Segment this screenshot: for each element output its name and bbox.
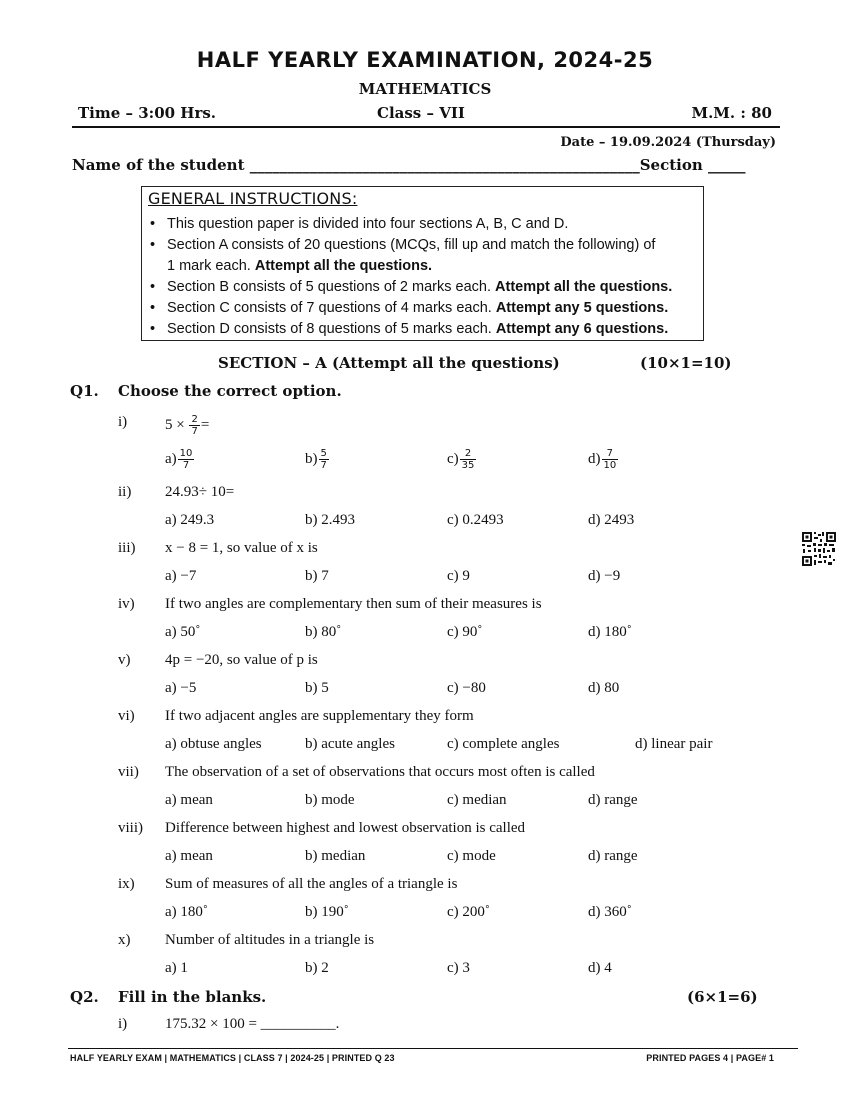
q1-viii-option-b: b) median [305, 848, 366, 864]
instruction-item-continuation: 1 mark each. Attempt all the questions. [167, 258, 433, 274]
q1-vii-option-a: a) mean [165, 792, 213, 808]
instructions-list [148, 214, 672, 340]
q1-x-stem: Number of altitudes in a triangle is [165, 932, 375, 948]
q1-x-option-c: c) 3 [447, 960, 470, 976]
q1-iv-option-c: c) 90˚ [447, 624, 483, 640]
q1-vi-option-d: d) linear pair [635, 736, 713, 752]
q1-vi-option-a: a) obtuse angles [165, 736, 262, 752]
section-label: Section _____ [639, 156, 746, 174]
q1-ii-stem: 24.93÷ 10= [165, 484, 235, 500]
q2-i-roman: i) [118, 1016, 128, 1032]
header-rule [72, 126, 780, 128]
q2-number: Q2. [70, 988, 99, 1006]
q1-iv-option-b: b) 80˚ [305, 624, 342, 640]
bullet-icon: • [150, 237, 156, 253]
q1-vii-roman: vii) [118, 764, 139, 780]
q1-v-option-a: a) −5 [165, 680, 197, 696]
q1-iv-option-a: a) 50˚ [165, 624, 201, 640]
q1-ii-option-b: b) 2.493 [305, 512, 355, 528]
q1-iv-stem: If two angles are complementary then sum of their measures is [165, 596, 542, 612]
q1-iv-option-d: d) 180˚ [588, 624, 632, 640]
q1-i-roman: i) [118, 414, 128, 430]
q1-vi-option-c: c) complete angles [447, 736, 560, 752]
q1-vii-option-d: d) range [588, 792, 638, 808]
instruction-item: • This question paper is divided into four sections A, B, C and D. [148, 214, 672, 235]
instructions-title: GENERAL INSTRUCTIONS: [148, 189, 358, 208]
q1-vii-stem: The observation of a set of observations that occurs most often is called [165, 764, 595, 780]
q1-v-stem: 4p = −20, so value of p is [165, 652, 318, 668]
q1-ii-roman: ii) [118, 484, 132, 500]
fraction: $\frac{10}{7}$ [179, 448, 193, 471]
q1-ix-option-b: b) 190˚ [305, 904, 349, 920]
q1-v-option-d: d) 80 [588, 680, 620, 696]
q1-ix-roman: ix) [118, 876, 135, 892]
q2-title: Fill in the blanks. [118, 988, 267, 1006]
q1-ix-option-a: a) 180˚ [165, 904, 208, 920]
q1-x-option-b: b) 2 [305, 960, 329, 976]
q1-viii-option-a: a) mean [165, 848, 213, 864]
q1-i-option-a: a) $\frac{10}{7}$ [165, 448, 193, 471]
q1-ix-option-c: c) 200˚ [447, 904, 490, 920]
q1-v-roman: v) [118, 652, 131, 668]
bullet-icon: • [150, 279, 156, 295]
fraction: $\frac{7}{10}$ [603, 448, 617, 471]
q1-iii-option-d: d) −9 [588, 568, 621, 584]
instruction-item: • Section A consists of 20 questions (MCQs, fill up and match the following) of [148, 235, 672, 256]
q1-iii-stem: x − 8 = 1, so value of x is [165, 540, 318, 556]
q1-iii-option-c: c) 9 [447, 568, 470, 584]
q1-iii-roman: iii) [118, 540, 136, 556]
q2-i-stem: 175.32 × 100 = __________. [165, 1016, 340, 1032]
q1-vii-option-c: c) median [447, 792, 507, 808]
q1-v-option-b: b) 5 [305, 680, 329, 696]
q1-i-option-c: c) $\frac{2}{35}$ [447, 448, 475, 471]
q1-viii-stem: Difference between highest and lowest observation is called [165, 820, 526, 836]
q2-marks: (6×1=6) [687, 988, 758, 1006]
exam-date: Date – 19.09.2024 (Thursday) [560, 135, 776, 150]
section-a-marks: (10×1=10) [640, 354, 732, 372]
exam-class: Class – VII [377, 104, 465, 122]
q1-number: Q1. [70, 382, 99, 400]
q1-iv-roman: iv) [118, 596, 135, 612]
q1-i-option-d: d) $\frac{7}{10}$ [588, 448, 617, 471]
exam-title: HALF YEARLY EXAMINATION, 2024-25 [196, 48, 654, 72]
footer-right: PRINTED PAGES 4 | PAGE# 1 [646, 1053, 774, 1063]
q1-x-roman: x) [118, 932, 131, 948]
bullet-icon: • [150, 300, 156, 316]
fraction: $\frac{5}{7}$ [320, 448, 327, 471]
q1-ii-option-d: d) 2493 [588, 512, 635, 528]
q1-ii-option-c: c) 0.2493 [447, 512, 504, 528]
footer-left: HALF YEARLY EXAM | MATHEMATICS | CLASS 7 | 2024-25 | PRINTED Q 23 [70, 1053, 395, 1063]
q1-v-option-c: c) −80 [447, 680, 486, 696]
instruction-item: • Section C consists of 7 questions of 4 marks each. Attempt any 5 questions. [148, 298, 672, 319]
q1-iii-option-a: a) −7 [165, 568, 197, 584]
instruction-item: • Section D consists of 8 questions of 5 marks each. Attempt any 6 questions. [148, 319, 672, 340]
q1-vi-roman: vi) [118, 708, 135, 724]
instruction-item: • Section B consists of 5 questions of 2 marks each. Attempt all the questions. [148, 277, 672, 298]
q1-i-option-b: b) $\frac{5}{7}$ [305, 448, 327, 471]
subject-title: MATHEMATICS [358, 80, 492, 98]
q1-i-stem: 5 × $\frac{2}{7}$ = [165, 414, 210, 437]
qr-code-icon [801, 531, 837, 567]
q1-x-option-d: d) 4 [588, 960, 612, 976]
section-a-heading: SECTION – A (Attempt all the questions) [218, 354, 560, 372]
q1-vi-option-b: b) acute angles [305, 736, 395, 752]
exam-time: Time – 3:00 Hrs. [78, 104, 217, 122]
q1-ix-stem: Sum of measures of all the angles of a triangle is [165, 876, 458, 892]
q1-x-option-a: a) 1 [165, 960, 188, 976]
fraction: $\frac{2}{35}$ [461, 448, 475, 471]
q1-viii-option-c: c) mode [447, 848, 496, 864]
q1-ix-option-d: d) 360˚ [588, 904, 632, 920]
q1-iii-option-b: b) 7 [305, 568, 329, 584]
q1-viii-option-d: d) range [588, 848, 638, 864]
bullet-icon: • [150, 216, 156, 232]
q1-viii-roman: viii) [118, 820, 143, 836]
general-instructions-box [141, 186, 704, 341]
q1-vii-option-b: b) mode [305, 792, 355, 808]
q1-title: Choose the correct option. [118, 382, 342, 400]
q1-ii-option-a: a) 249.3 [165, 512, 215, 528]
footer-rule [68, 1048, 798, 1049]
student-name-line [72, 156, 746, 174]
name-label: Name of the student ____________________________________________________ [72, 156, 640, 174]
q1-vi-stem: If two adjacent angles are supplementary they form [165, 708, 474, 724]
fraction: $\frac{2}{7}$ [191, 414, 198, 437]
max-marks: M.M. : 80 [691, 104, 772, 122]
bullet-icon: • [150, 321, 156, 337]
